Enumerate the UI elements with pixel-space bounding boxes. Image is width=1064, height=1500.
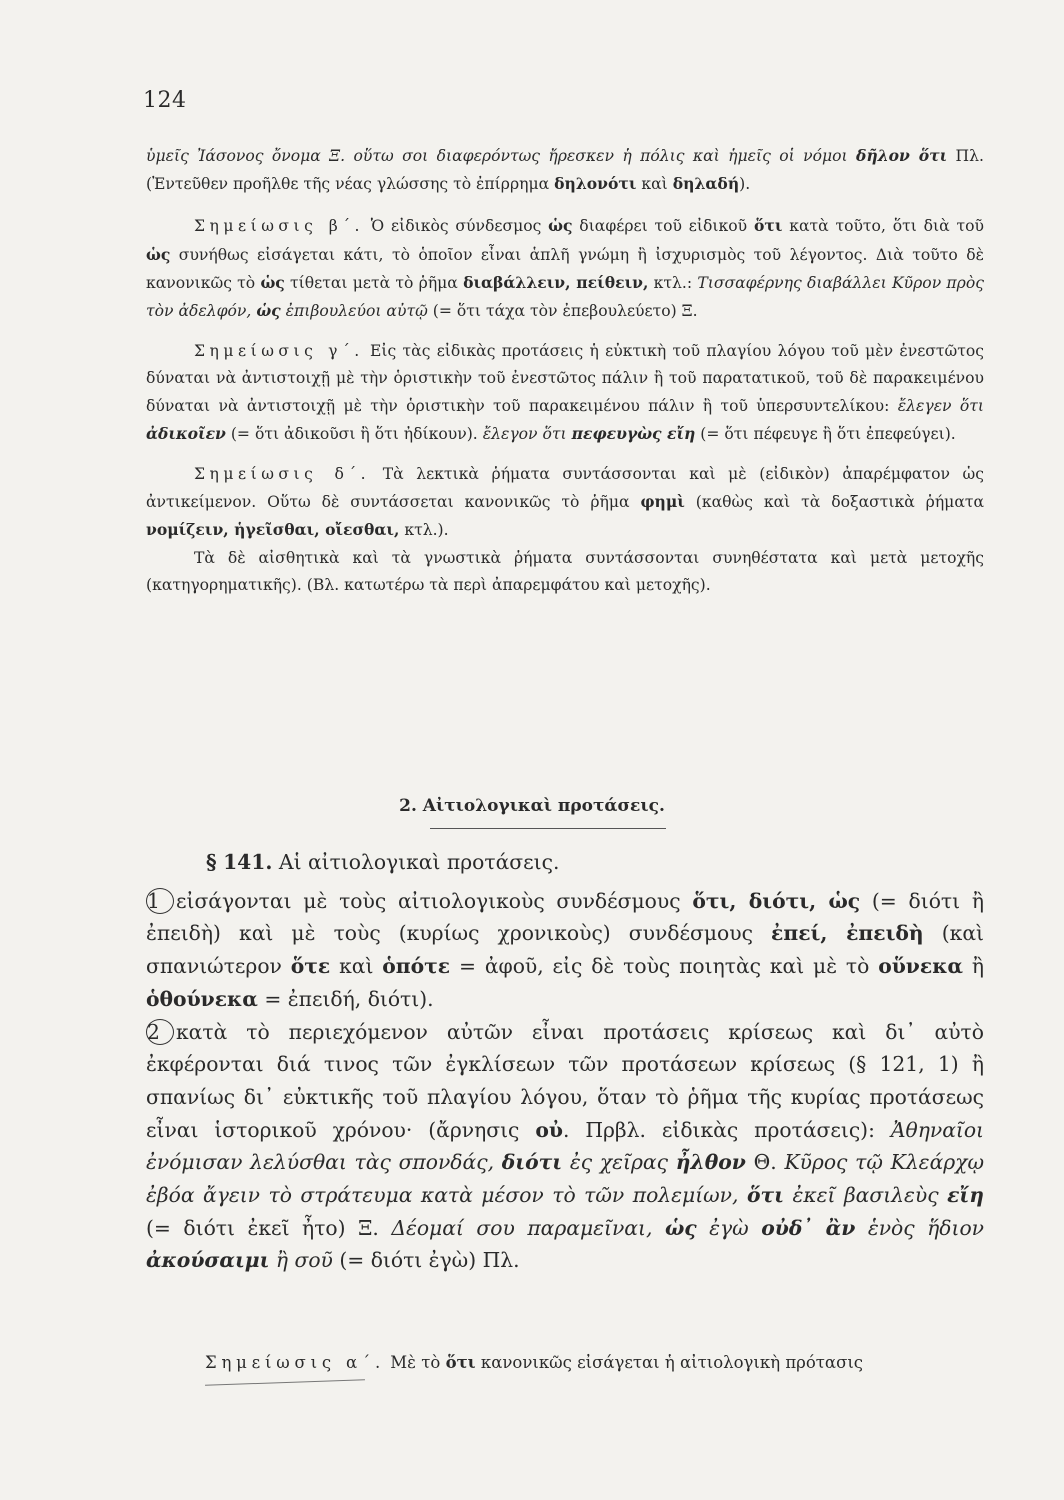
text-run: καὶ — [636, 175, 673, 194]
text-run: ). — [739, 175, 751, 194]
text-run: ἔλεγεν ὅτι — [897, 396, 984, 415]
text-run: κατὰ τοῦτο, ὅτι διὰ τοῦ — [782, 217, 984, 236]
text-run: ὡς — [146, 244, 171, 264]
text-run: (= διότι ἢ ἐπειδὴ) καὶ μὲ τοὺς (κυρίως χρονικοὺς) συνδέσμους — [146, 888, 984, 946]
text-run: διαβάλλειν, πείθειν, — [463, 272, 649, 292]
section-title-text: Αἱ αἰτιολογικαὶ προτάσεις. — [278, 850, 560, 874]
bottom-note — [205, 1348, 984, 1378]
text-run: οὐ — [535, 1117, 563, 1142]
text-run: ὁπότε — [382, 954, 451, 979]
note-gamma — [146, 338, 984, 448]
text-run: ὑμεῖς Ἰάσονος ὄνομα Ξ. οὕτω σοι διαφερόντως ἤρεσκεν ἡ πόλις καὶ ἡμεῖς οἱ νόμοι — [146, 147, 856, 165]
point-number-circle: 1 — [146, 888, 174, 914]
bottom-note-label: Σημείωσις α΄. — [205, 1353, 386, 1372]
text-run: ἦλθον — [675, 1150, 746, 1175]
paragraph-continuation — [146, 142, 984, 198]
heading-underline — [430, 828, 666, 829]
text-run: ἑνὸς ἥδιον — [855, 1215, 984, 1240]
section-141 — [146, 846, 984, 1277]
text-run: Εἰς τὰς εἰδικὰς προτάσεις ἡ εὐκτικὴ τοῦ πλαγίου λόγου τοῦ μὲν ἐνεστῶτος δύναται νὰ ἀντιστοιχῇ μὲ τὴν ὁριστικὴν τοῦ ἐνεστῶτος πάλιν ἢ τοῦ παρατατικοῦ, τοῦ δὲ παρακειμένου δύναται νὰ ἀντιστοιχῇ μὲ τὴν ὁριστικὴν τοῦ παρακειμένου πάλιν ἢ τοῦ ὑπερσυντελίκου: — [146, 342, 985, 415]
text-run: Σημείωσις β΄. — [194, 217, 364, 236]
text-run: ἀδικοῖεν — [146, 423, 226, 443]
text-run: κατὰ τὸ περιεχόμενον αὐτῶν εἶναι προτάσεις κρίσεως καὶ δι᾽ αὐτὸ ἐκφέρονται διά τινος τῶν ἐγκλίσεων τῶν προτάσεων κρίσεως (§ 121, 1) ἢ σπανίως δι᾽ εὐκτικῆς τοῦ πλαγίου λόγου, ὅταν τὸ ῥῆμα τῆς κυρίας προτάσεως εἶναι ἱστορικοῦ χρόνου· (ἄρνησις — [146, 1019, 984, 1142]
text-run: (= διότι ἐγὼ) Πλ. — [332, 1248, 520, 1273]
text-run: φημὶ — [640, 492, 685, 512]
text-run: διότι — [501, 1150, 563, 1175]
text-run: ἐπιβουλεύοι αὐτῷ — [280, 302, 428, 321]
text-run: (καθὼς καὶ τὰ δοξαστικὰ ῥήματα — [684, 493, 985, 512]
text-run: = ἀφοῦ, εἰς δὲ τοὺς ποιητὰς καὶ μὲ τὸ — [450, 954, 879, 979]
text-run: κανονικῶς εἰσάγεται ἡ αἰτιολογικὴ πρότασις — [475, 1353, 864, 1372]
text-run: ὅτι — [445, 1353, 476, 1372]
text-run: διαφέρει τοῦ εἰδικοῦ — [572, 217, 754, 236]
section-number: 141. — [223, 850, 273, 874]
text-run: Σημείωσις δ΄. — [194, 465, 371, 484]
text-run: δηλαδή — [672, 174, 740, 194]
text-run: ὡς — [548, 216, 573, 236]
text-run: Σημείωσις γ΄. — [194, 342, 364, 361]
text-run: (= ὅτι ἀδικοῦσι ἢ ὅτι ἠδίκουν). — [225, 424, 483, 443]
text-run: Ὁ εἰδικὸς σύνδεσμος — [363, 217, 549, 236]
text-run: κτλ.: — [648, 273, 698, 292]
text-run: καὶ — [330, 954, 383, 979]
text-run: Κῦρος τῷ Κλεάρχῳ ἐβόα ἄγειν τὸ στράτευμα κατὰ μέσον τὸ τῶν πολεμίων, — [146, 1150, 985, 1208]
text-run: δηλονότι — [554, 174, 637, 194]
text-run: ὡς — [256, 301, 281, 321]
bottom-note-text — [385, 1353, 863, 1372]
note-delta — [146, 461, 984, 545]
text-run: δῆλον ὅτι — [855, 146, 948, 165]
text-run: ὁθούνεκα — [146, 986, 258, 1011]
text-run: νομίζειν, ἡγεῖσθαι, οἴεσθαι, — [146, 520, 400, 540]
section-title — [146, 846, 984, 879]
section-symbol: § — [206, 850, 217, 874]
top-text-block — [146, 142, 984, 599]
text-run: Τισσαφέρνης διαβάλλει Κῦρον πρὸς τὸν ἀδελφόν, — [146, 273, 984, 321]
text-run: (= ὅτι τάχα τὸν ἐπεβουλεύετο) Ξ. — [427, 302, 698, 321]
text-run: ὅτι — [753, 216, 783, 236]
chapter-heading: 2. Αἰτιολογικαὶ προτάσεις. — [399, 796, 665, 816]
text-run: ὅτι, διότι, ὡς — [692, 888, 861, 913]
text-run: οὕνεκα — [878, 954, 964, 979]
text-run: Μὲ τὸ — [385, 1353, 446, 1372]
point-1 — [146, 885, 984, 1016]
text-run: Θ. — [745, 1150, 785, 1175]
text-run: ἢ — [963, 954, 985, 979]
text-run: = ἐπειδή, διότι). — [257, 986, 434, 1011]
text-run: ἐγὼ — [696, 1215, 762, 1240]
text-run: Δέομαί σου παραμεῖναι, — [391, 1215, 665, 1240]
text-run: κτλ.). — [399, 521, 449, 540]
text-run: εἴη — [947, 1183, 984, 1208]
text-run: ἀκούσαιμι — [146, 1248, 270, 1273]
text-run: ἐς χεῖρας — [562, 1150, 676, 1175]
text-run: οὐδ᾽ ἂν — [761, 1215, 856, 1240]
point-2 — [146, 1016, 984, 1278]
text-run: Τὰ λεκτικὰ ῥήματα συντάσσονται καὶ μὲ (εἰδικὸν) ἀπαρέμφατον ὡς ἀντικείμενον. Οὕτω δὲ συντάσσεται κανονικῶς τὸ ῥῆμα — [146, 465, 984, 512]
bottom-note-underline — [205, 1379, 365, 1386]
text-run: Ἀθηναῖοι ἐνόμισαν λελύσθαι τὰς σπονδάς, — [146, 1117, 985, 1175]
page-number: 124 — [143, 88, 187, 113]
paragraph-aisthitika — [146, 545, 984, 599]
text-run: ὅτε — [290, 954, 331, 979]
note-beta — [146, 212, 984, 325]
text-run: ἐκεῖ βασιλεὺς — [783, 1183, 948, 1208]
text-run: (= διότι ἐκεῖ ἦτο) Ξ. — [146, 1215, 392, 1240]
text-run: ἢ σοῦ — [269, 1248, 333, 1273]
text-run: (= ὅτι πέφευγε ἢ ὅτι ἐπεφεύγει). — [695, 424, 956, 443]
text-run: (καὶ σπανιώτερον — [146, 921, 985, 979]
text-run: ἔλεγον ὅτι — [482, 424, 572, 443]
text-run: συνήθως εἰσάγεται κάτι, τὸ ὁποῖον εἶναι ἁπλῆ γνώμη ἢ ἰσχυρισμὸς τοῦ λέγοντος. Διὰ τοῦτο δὲ κανονικῶς τὸ — [146, 245, 984, 292]
text-run: . Πρβλ. εἰδικὰς προτάσεις): — [562, 1117, 891, 1142]
point-number-circle: 2 — [146, 1019, 174, 1045]
text-run: ὡς — [260, 272, 285, 292]
text-run: τίθεται μετὰ τὸ ῥῆμα — [284, 273, 464, 292]
text-run: εἰσάγονται μὲ τοὺς αἰτιολογικοὺς συνδέσμους — [176, 888, 693, 913]
text-run: ὡς — [664, 1215, 697, 1240]
text-run: Τὰ δὲ αἰσθητικὰ καὶ τὰ γνωστικὰ ῥήματα συντάσσονται συνηθέστατα καὶ μετὰ μετοχῆς (κατηγορηματικῆς). (Βλ. κατωτέρω τὰ περὶ ἀπαρεμφάτου καὶ μετοχῆς). — [146, 548, 984, 594]
text-run: Πλ. (Ἐντεῦθεν προῆλθε τῆς νέας γλώσσης τὸ ἐπίρρημα — [146, 147, 984, 194]
text-run: ἐπεί, ἐπειδὴ — [771, 921, 924, 946]
text-run: πεφευγὼς εἴη — [571, 423, 696, 443]
text-run: ὅτι — [746, 1183, 784, 1208]
